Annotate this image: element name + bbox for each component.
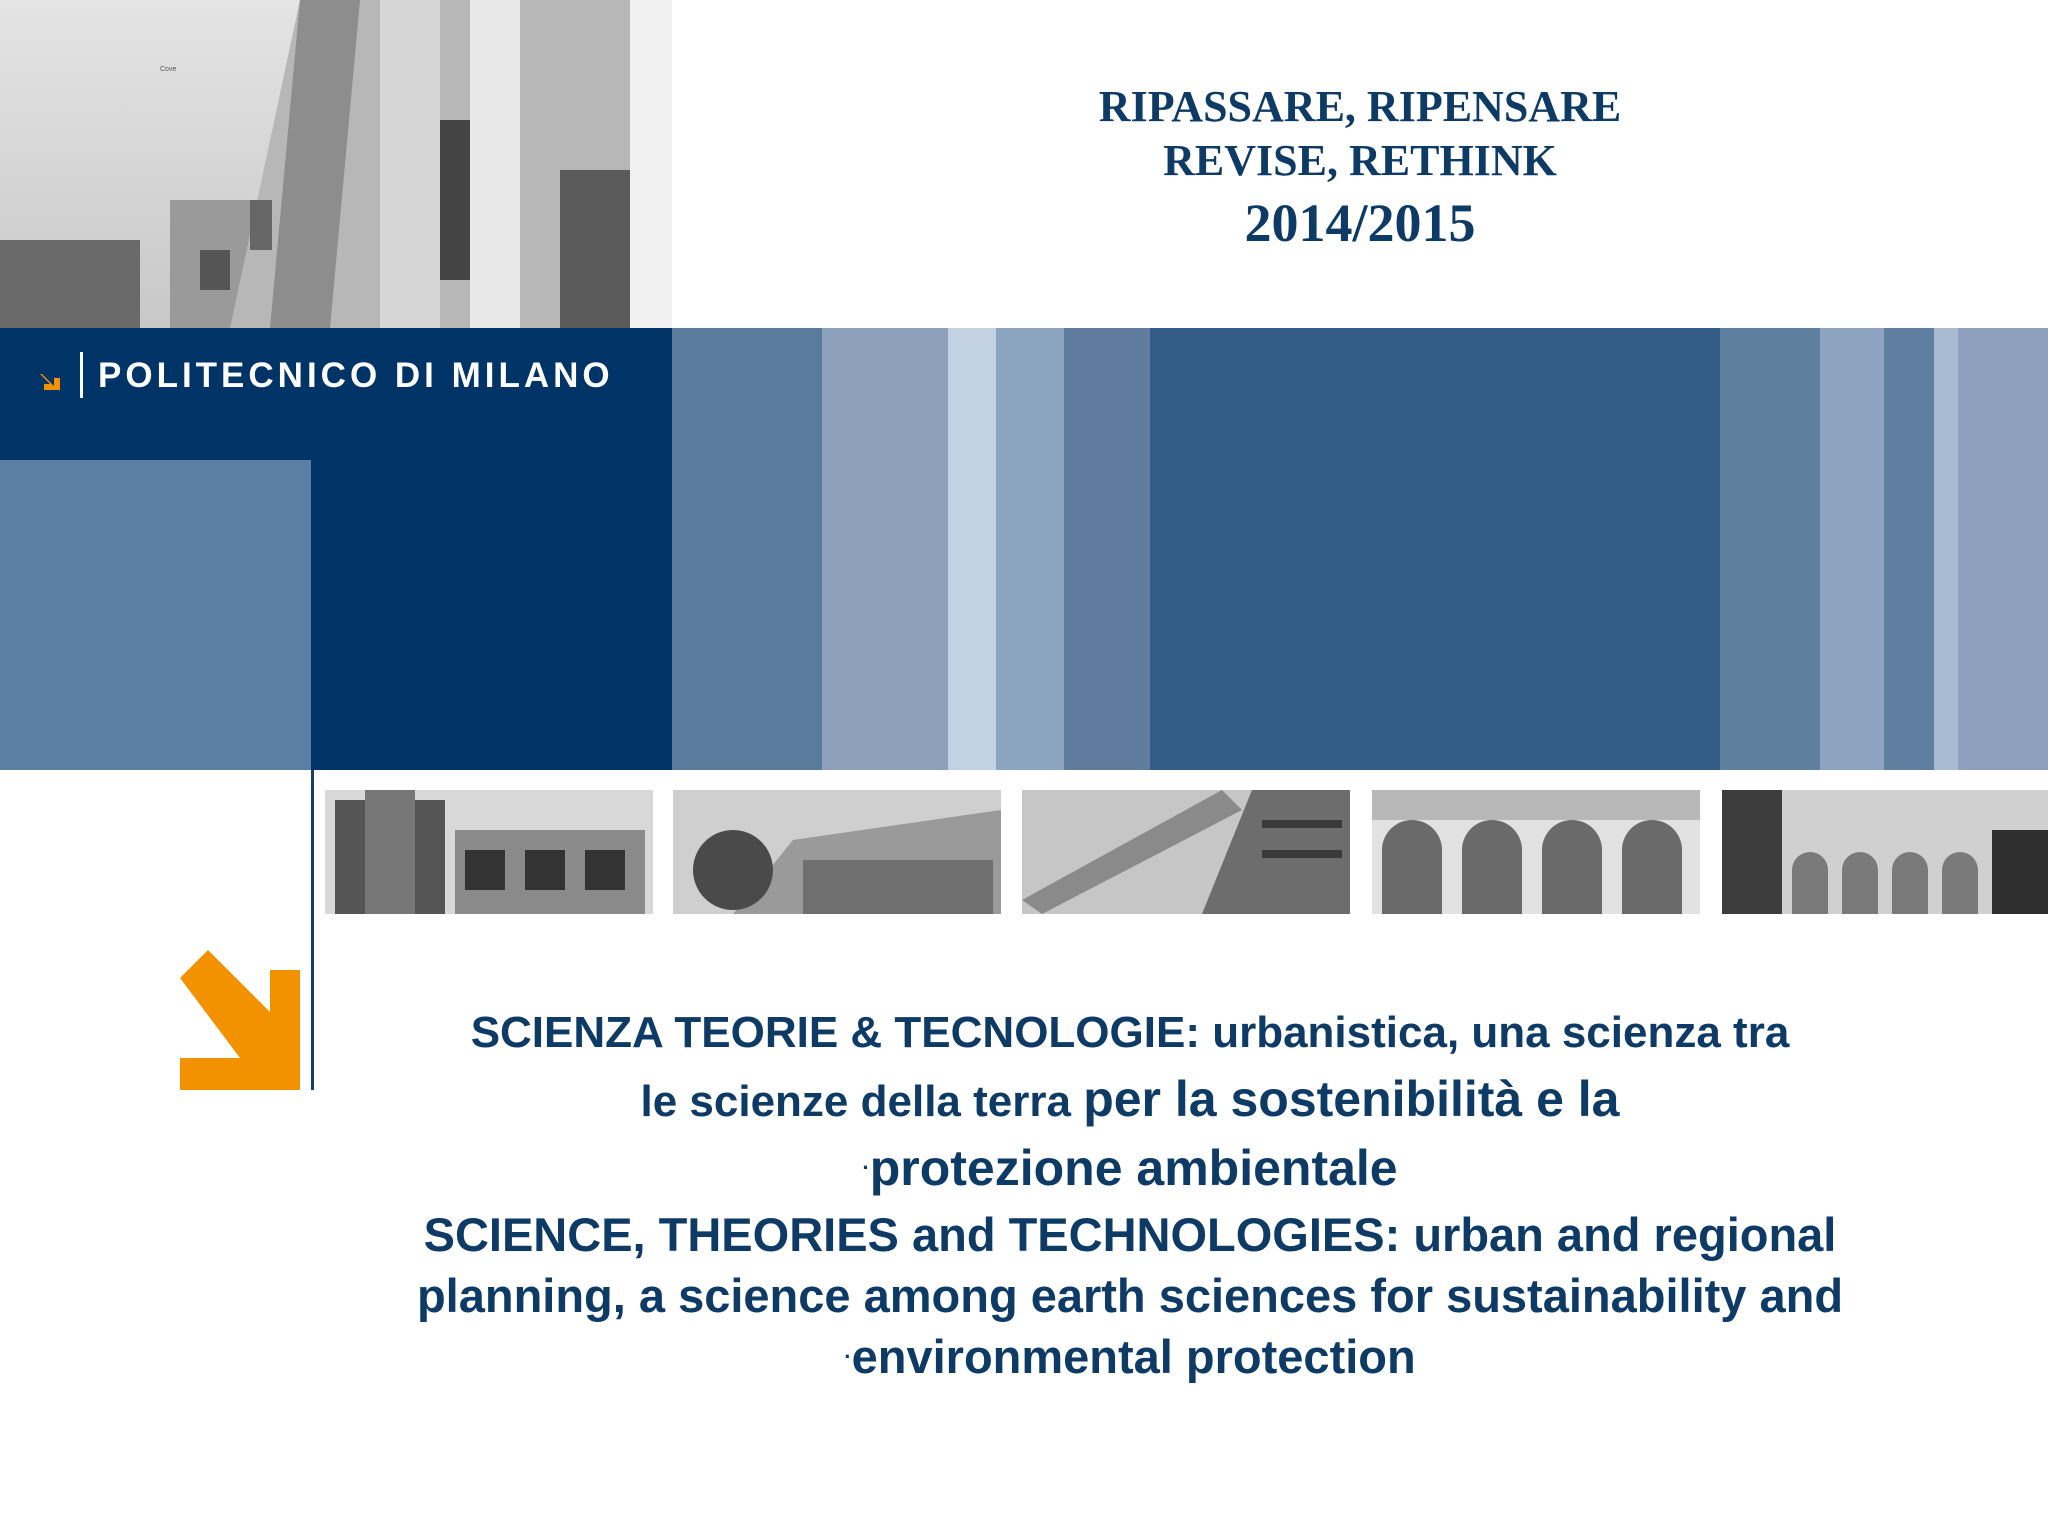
english-line-1: SCIENCE, THEORIES and TECHNOLOGIES: urban and regional bbox=[423, 1208, 1837, 1261]
italian-line-3-text: protezione ambientale bbox=[869, 1140, 1398, 1196]
band-3 bbox=[948, 328, 996, 770]
english-line-3 bbox=[340, 1326, 1920, 1387]
band-light-square bbox=[0, 460, 311, 770]
thumbnail-campus-2 bbox=[673, 790, 1001, 914]
band-11 bbox=[1958, 328, 2048, 770]
logo-bar bbox=[0, 328, 672, 460]
orange-arrow-icon bbox=[40, 366, 64, 390]
header-title bbox=[880, 80, 1840, 258]
italian-line-3 bbox=[340, 1135, 1920, 1204]
vertical-divider bbox=[311, 770, 314, 1090]
band-4 bbox=[996, 328, 1064, 770]
english-line-3-text: environmental protection bbox=[851, 1330, 1416, 1383]
thumbnail-campus-5 bbox=[1722, 790, 2048, 914]
title-line-italian: RIPASSARE, RIPENSARE bbox=[1098, 82, 1622, 131]
italian-line-2a: le scienze della terra bbox=[640, 1077, 1084, 1126]
photo-caption: Cove bbox=[160, 66, 177, 73]
title-line-english: REVISE, RETHINK bbox=[1163, 136, 1557, 185]
band-7 bbox=[1720, 328, 1820, 770]
thumbnail-campus-1 bbox=[325, 790, 653, 914]
band-2 bbox=[822, 328, 948, 770]
bullet-dot-2: · bbox=[844, 1344, 852, 1369]
band-10 bbox=[1934, 328, 1958, 770]
band-5 bbox=[1064, 328, 1150, 770]
band-8 bbox=[1820, 328, 1884, 770]
band-9 bbox=[1884, 328, 1934, 770]
italian-line-1: SCIENZA TEORIE & TECNOLOGIE: urbanistica, una scienza tra bbox=[470, 1008, 1790, 1057]
course-description bbox=[340, 1000, 1920, 1387]
big-orange-arrow-icon bbox=[180, 950, 300, 1090]
academic-year: 2014/2015 bbox=[1244, 193, 1476, 253]
band-1 bbox=[672, 328, 822, 770]
band-6 bbox=[1150, 328, 1720, 770]
hero-building-photo bbox=[0, 0, 672, 328]
university-name: POLITECNICO DI MILANO bbox=[98, 356, 614, 395]
italian-line-2b: per la sostenibilità e la bbox=[1083, 1071, 1620, 1127]
logo-divider bbox=[80, 352, 83, 398]
bullet-dot: · bbox=[862, 1155, 870, 1180]
thumbnail-campus-3 bbox=[1022, 790, 1350, 914]
thumbnail-campus-4 bbox=[1372, 790, 1700, 914]
italian-line-2 bbox=[340, 1066, 1920, 1135]
english-line-2: planning, a science among earth sciences for sustainability and bbox=[416, 1269, 1844, 1322]
